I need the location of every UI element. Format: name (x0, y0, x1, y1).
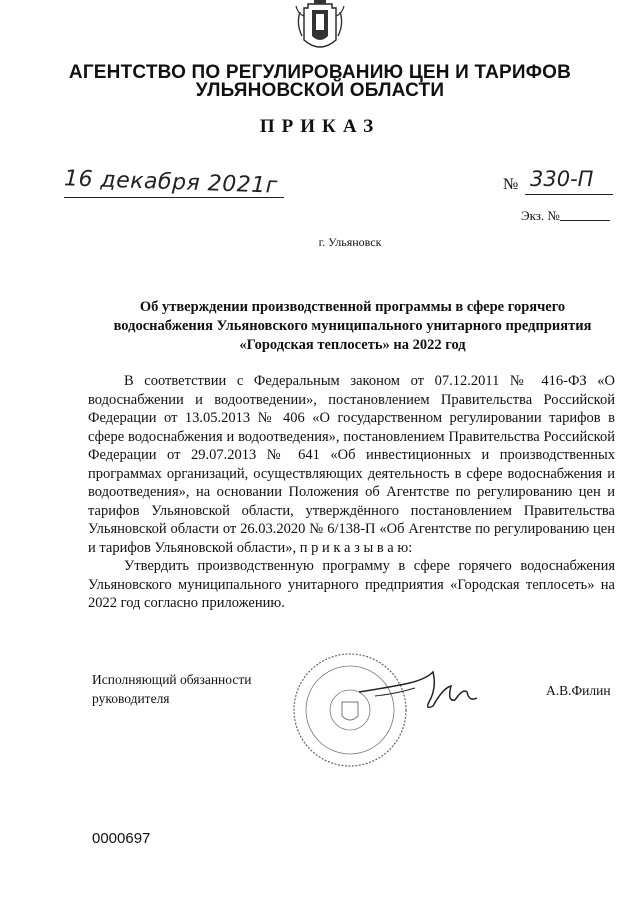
handwritten-date: 16 декабря 2021г (63, 166, 279, 199)
agency-name-line2: УЛЬЯНОВСКОЙ ОБЛАСТИ (195, 80, 445, 101)
document-body (88, 372, 615, 613)
coat-of-arms-emblem (290, 0, 350, 56)
body-paragraph-order: Утвердить производственную программу в сфере горячего водоснабжения Ульяновского муниципального унитарного предприятия «Городская теплосеть» на 2022 год согласно приложению. (88, 558, 615, 611)
title-line2: водоснабжения Ульяновского муниципального унитарного предприятия (113, 318, 592, 334)
title-line1: Об утверждении производственной программы в сфере горячего (139, 299, 566, 315)
handwritten-number: 330-П (530, 167, 594, 191)
body-paragraph-basis: В соответствии с Федеральным законом от 07.12.2011 № 416-ФЗ «О водоснабжении и водоотведении», постановлением Правительства Российской Федерации от 13.05.2013 № 406 «О государственном регулировании тарифов в сфере водоснабжения и водоотведения», постановлением Правительства Российской Федерации от 29.07.2013 № 641 «Об инвестиционных и производственных программах организаций, осуществляющих деятельность в сфере водоснабжения и водоотведения», на основании Положения об Агентстве по регулированию цен и тарифов Ульяновской области, утверждённого постановлением Правительства Ульяновской области от 26.03.2020 № 6/138-П «Об Агентстве по регулированию цен и тарифов Ульяновской области», п р и к а з ы в а ю: (88, 373, 615, 556)
position-line2: руководителя (92, 691, 170, 706)
copy-number-label: Экз. № (521, 208, 560, 223)
copy-number-blank (560, 220, 610, 221)
position-line1: Исполняющий обязанности (92, 672, 252, 687)
number-label: № (503, 176, 519, 193)
city: г. Ульяновск (318, 235, 382, 249)
date-underline (64, 197, 284, 198)
signatory-position (92, 670, 251, 708)
handwritten-signature (355, 658, 485, 718)
title-line3: «Городская теплосеть» на 2022 год (239, 337, 466, 353)
agency-name-line1: АГЕНТСТВО ПО РЕГУЛИРОВАНИЮ ЦЕН И ТАРИФОВ (68, 62, 572, 83)
number-underline (525, 194, 613, 195)
signatory-name: А.В.Филин (546, 683, 611, 698)
form-serial-number: 0000697 (92, 830, 151, 847)
document-type: ПРИКАЗ (259, 116, 381, 137)
document-title (75, 298, 630, 355)
